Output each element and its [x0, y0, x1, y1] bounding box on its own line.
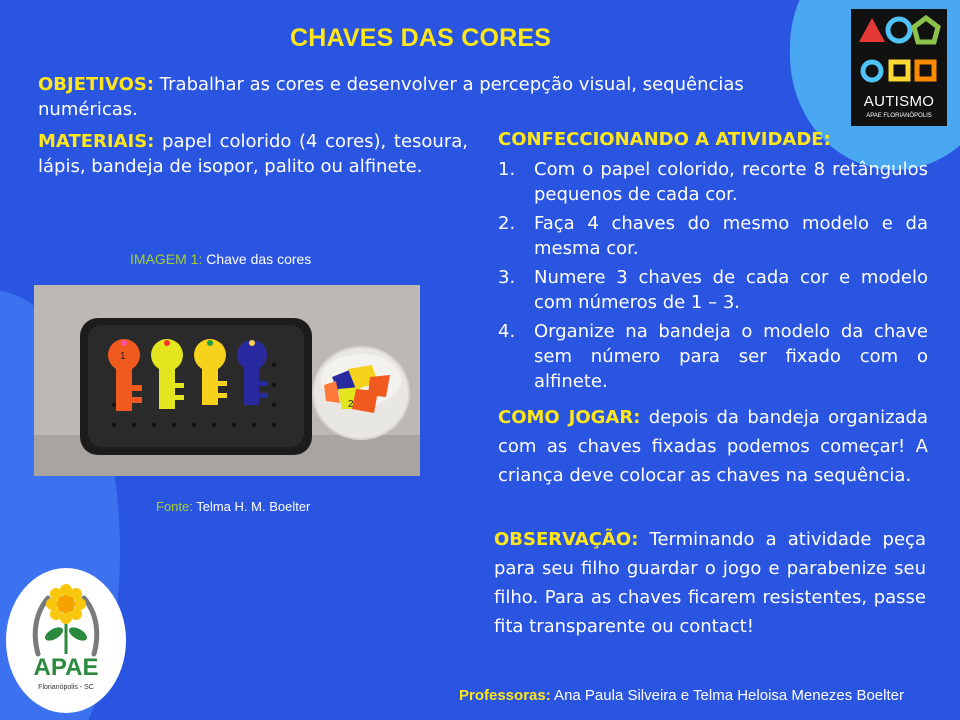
observacao-paragraph [494, 525, 926, 641]
image-caption-label: IMAGEM 1: [130, 251, 203, 267]
step-text: Numere 3 chaves de cada cor e modelo com números de 1 – 3. [534, 267, 928, 313]
key-number: 1 [120, 351, 126, 362]
footer-credits [459, 687, 904, 704]
como-jogar-label: COMO JOGAR: [498, 407, 641, 428]
keys-photo [34, 285, 420, 476]
confeccionando-heading: CONFECCIONANDO A ATIVIDADE: [498, 129, 831, 150]
materiais-text: papel colorido (4 cores), tesoura, lápis, bandeja de isopor, palito ou alfinete. [38, 131, 468, 177]
autismo-logo-sub: APAE FLORIANÓPOLIS [866, 113, 932, 119]
image-caption-text: Chave das cores [202, 251, 312, 267]
step-number: 2. [498, 213, 516, 234]
footer-text: Ana Paula Silveira e Telma Heloisa Menezes Boelter [550, 687, 904, 704]
list-item [498, 265, 928, 315]
image-source [156, 499, 310, 514]
como-jogar-paragraph [498, 403, 928, 490]
steps-list [498, 157, 928, 398]
list-item [498, 157, 928, 207]
materiais-label: MATERIAIS: [38, 131, 155, 152]
observacao-label: OBSERVAÇÃO: [494, 529, 639, 550]
apae-logo-sub: Florianópolis - SC [38, 684, 94, 691]
observacao-text: Terminando a atividade peça para seu filho guardar o jogo e parabenize seu filho. Para as chaves ficarem resistentes, passe fita transparente ou contact! [494, 529, 926, 637]
step-number: 3. [498, 267, 516, 288]
image-source-label: Fonte: [156, 499, 193, 514]
como-jogar-text: depois da bandeja organizada com as chaves fixadas podemos começar! A criança deve colocar as chaves na sequência. [498, 407, 928, 486]
list-item [498, 211, 928, 261]
objetivos-text: Trabalhar as cores e desenvolver a percepção visual, sequências numéricas. [38, 74, 744, 120]
footer-label: Professoras: [459, 687, 551, 704]
autismo-logo [851, 9, 947, 126]
apae-flower-icon [6, 568, 126, 658]
apae-logo-word: APAE [33, 654, 99, 681]
image-source-text: Telma H. M. Boelter [192, 499, 311, 514]
key-number: 2 [348, 399, 354, 410]
step-text: Organize na bandeja o modelo da chave sem número para ser fixado com o alfinete. [534, 321, 928, 392]
objetivos-paragraph [38, 72, 798, 122]
step-text: Com o papel colorido, recorte 8 retângulos pequenos de cada cor. [534, 159, 928, 205]
objetivos-label: OBJETIVOS: [38, 74, 155, 95]
step-number: 1. [498, 159, 516, 180]
materiais-paragraph [38, 129, 468, 179]
autismo-logo-word: AUTISMO [863, 93, 935, 110]
list-item [498, 319, 928, 394]
step-number: 4. [498, 321, 516, 342]
step-text: Faça 4 chaves do mesmo modelo e da mesma cor. [534, 213, 928, 259]
page-title: CHAVES DAS CORES [290, 24, 552, 52]
image-caption [130, 251, 311, 267]
keys-photo-illustration [34, 285, 420, 476]
autismo-shapes-icon [851, 9, 947, 93]
apae-logo [6, 568, 126, 713]
